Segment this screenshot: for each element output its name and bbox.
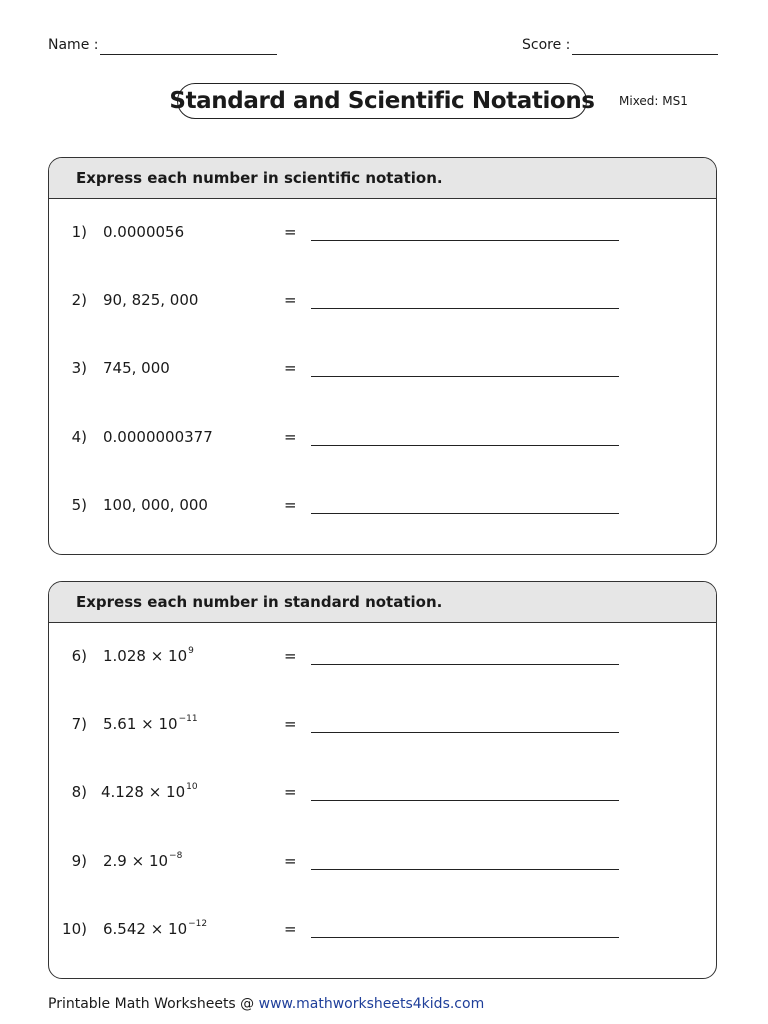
mantissa: 4.128 × 10: [101, 783, 186, 801]
problem-number: 7): [71, 715, 87, 733]
problem-expression: [103, 715, 198, 733]
equals-sign: =: [284, 291, 297, 309]
problem-row: [49, 223, 717, 247]
equals-sign: =: [284, 359, 297, 377]
exponent: 9: [188, 646, 194, 656]
problem-number: 2): [71, 291, 87, 309]
problem-value: 90, 825, 000: [103, 291, 199, 309]
equals-sign: =: [284, 223, 297, 241]
exponent: −12: [188, 919, 208, 929]
exponent: 10: [186, 782, 198, 792]
answer-line[interactable]: [311, 800, 619, 801]
name-field[interactable]: [100, 54, 277, 55]
answer-line[interactable]: [311, 869, 619, 870]
page-title: Standard and Scientific Notations: [169, 88, 595, 114]
problem-value: 0.0000056: [103, 223, 185, 241]
answer-line[interactable]: [311, 513, 619, 514]
worksheet-code: Mixed: MS1: [619, 94, 688, 108]
section-instruction: Express each number in standard notation.: [49, 582, 716, 623]
equals-sign: =: [284, 715, 297, 733]
problem-expression: [103, 920, 207, 938]
equals-sign: =: [284, 647, 297, 665]
answer-line[interactable]: [311, 937, 619, 938]
score-field[interactable]: [572, 54, 718, 55]
answer-line[interactable]: [311, 664, 619, 665]
section-standard: [48, 581, 717, 979]
score-label: Score :: [522, 37, 571, 53]
section-scientific: [48, 157, 717, 555]
problem-row: [49, 920, 717, 944]
answer-line[interactable]: [311, 445, 619, 446]
name-label: Name :: [48, 37, 99, 53]
problem-row: [49, 715, 717, 739]
problem-number: 6): [71, 647, 87, 665]
problem-value: 745, 000: [103, 359, 170, 377]
mantissa: 6.542 × 10: [103, 920, 188, 938]
footer-link[interactable]: www.mathworksheets4kids.com: [258, 996, 485, 1012]
problem-value: 0.0000000377: [103, 428, 213, 446]
mantissa: 1.028 × 10: [103, 647, 188, 665]
problem-number: 4): [71, 428, 87, 446]
answer-line[interactable]: [311, 732, 619, 733]
answer-line[interactable]: [311, 376, 619, 377]
problem-row: [49, 852, 717, 876]
problem-row: [49, 647, 717, 671]
mantissa: 5.61 × 10: [103, 715, 178, 733]
equals-sign: =: [284, 920, 297, 938]
section-instruction: Express each number in scientific notation.: [49, 158, 716, 199]
equals-sign: =: [284, 496, 297, 514]
equals-sign: =: [284, 852, 297, 870]
equals-sign: =: [284, 428, 297, 446]
problem-row: [49, 291, 717, 315]
title-badge: [169, 83, 595, 119]
footer: [48, 996, 484, 1012]
problem-row: [49, 783, 717, 807]
problem-number: 10): [62, 920, 87, 938]
equals-sign: =: [284, 783, 297, 801]
exponent: −8: [169, 851, 183, 861]
footer-text: Printable Math Worksheets @: [48, 996, 259, 1012]
problem-number: 9): [71, 852, 87, 870]
exponent: −11: [178, 714, 198, 724]
problem-number: 5): [71, 496, 87, 514]
problem-number: 1): [71, 223, 87, 241]
mantissa: 2.9 × 10: [103, 852, 169, 870]
problem-expression: [103, 852, 182, 870]
problem-number: 8): [71, 783, 87, 801]
problem-expression: [103, 647, 194, 665]
answer-line[interactable]: [311, 240, 619, 241]
problem-row: [49, 496, 717, 520]
answer-line[interactable]: [311, 308, 619, 309]
problem-number: 3): [71, 359, 87, 377]
problem-value: 100, 000, 000: [103, 496, 208, 514]
problem-row: [49, 428, 717, 452]
problem-expression: [101, 783, 198, 801]
problem-row: [49, 359, 717, 383]
